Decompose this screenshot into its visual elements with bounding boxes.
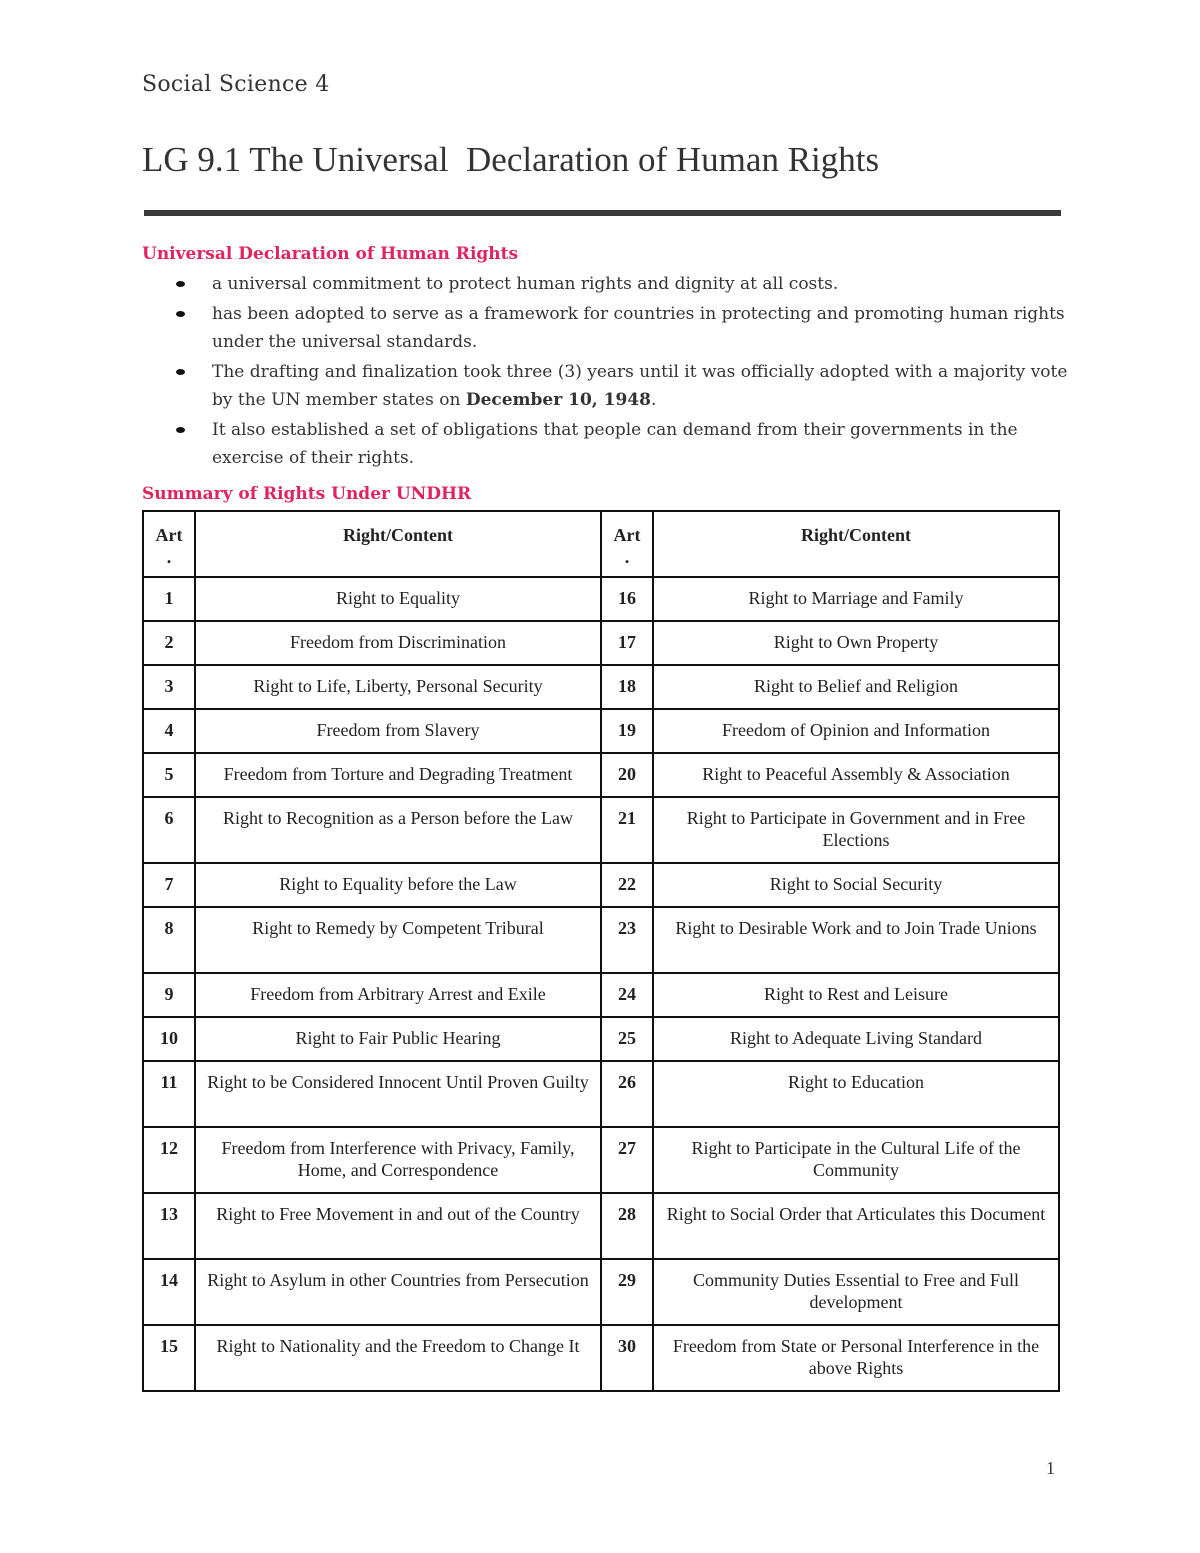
article-number: 26 bbox=[601, 1061, 653, 1127]
course-name: Social Science 4 bbox=[142, 72, 330, 97]
right-content: Right to Peaceful Assembly & Association bbox=[653, 753, 1059, 797]
article-number: 12 bbox=[143, 1127, 195, 1193]
right-content: Right to Education bbox=[653, 1061, 1059, 1127]
table-row bbox=[143, 577, 1059, 621]
bullet-text: has been adopted to serve as a framework for countries in protecting and promoting human rights under the universal standards. bbox=[212, 304, 1065, 352]
list-item bbox=[142, 358, 1072, 414]
article-number: 16 bbox=[601, 577, 653, 621]
right-content: Right to be Considered Innocent Until Proven Guilty bbox=[195, 1061, 601, 1127]
right-content: Right to Life, Liberty, Personal Security bbox=[195, 665, 601, 709]
article-number: 6 bbox=[143, 797, 195, 863]
list-item bbox=[142, 300, 1072, 356]
right-content: Right to Fair Public Hearing bbox=[195, 1017, 601, 1061]
right-content: Freedom from Arbitrary Arrest and Exile bbox=[195, 973, 601, 1017]
table-row bbox=[143, 1325, 1059, 1391]
page-number: 1 bbox=[1046, 1458, 1055, 1478]
article-number: 19 bbox=[601, 709, 653, 753]
article-number: 17 bbox=[601, 621, 653, 665]
header-art-right: Art . bbox=[601, 511, 653, 577]
right-content: Right to Free Movement in and out of the Country bbox=[195, 1193, 601, 1259]
right-content: Freedom from Slavery bbox=[195, 709, 601, 753]
right-content: Right to Recognition as a Person before the Law bbox=[195, 797, 601, 863]
section-heading-udhr: Universal Declaration of Human Rights bbox=[142, 244, 519, 264]
right-content: Right to Rest and Leisure bbox=[653, 973, 1059, 1017]
article-number: 10 bbox=[143, 1017, 195, 1061]
article-number: 4 bbox=[143, 709, 195, 753]
right-content: Right to Marriage and Family bbox=[653, 577, 1059, 621]
right-content: Right to Participate in the Cultural Life of the Community bbox=[653, 1127, 1059, 1193]
bullet-icon bbox=[176, 281, 185, 287]
header-content-right: Right/Content bbox=[653, 511, 1059, 577]
section-heading-summary: Summary of Rights Under UNDHR bbox=[142, 484, 472, 504]
bullet-icon bbox=[176, 427, 185, 433]
right-content: Right to Participate in Government and in Free Elections bbox=[653, 797, 1059, 863]
header-art-left: Art . bbox=[143, 511, 195, 577]
article-number: 15 bbox=[143, 1325, 195, 1391]
list-item bbox=[142, 416, 1072, 472]
table-row bbox=[143, 753, 1059, 797]
bullet-text-end: . bbox=[650, 390, 657, 410]
bullet-icon bbox=[176, 311, 185, 317]
rights-summary-table bbox=[142, 510, 1060, 1392]
right-content: Right to Own Property bbox=[653, 621, 1059, 665]
adoption-date: December 10, 1948 bbox=[465, 390, 651, 410]
right-content: Freedom from State or Personal Interference in the above Rights bbox=[653, 1325, 1059, 1391]
right-content: Right to Social Security bbox=[653, 863, 1059, 907]
title-divider bbox=[144, 210, 1061, 216]
right-content: Freedom from Discrimination bbox=[195, 621, 601, 665]
right-content: Freedom from Torture and Degrading Treatment bbox=[195, 753, 601, 797]
article-number: 30 bbox=[601, 1325, 653, 1391]
table-row bbox=[143, 1127, 1059, 1193]
table-row bbox=[143, 973, 1059, 1017]
right-content: Right to Adequate Living Standard bbox=[653, 1017, 1059, 1061]
table-row bbox=[143, 1017, 1059, 1061]
right-content: Right to Nationality and the Freedom to Change It bbox=[195, 1325, 601, 1391]
bullet-text: a universal commitment to protect human rights and dignity at all costs. bbox=[212, 274, 839, 294]
article-number: 23 bbox=[601, 907, 653, 973]
article-number: 11 bbox=[143, 1061, 195, 1127]
article-number: 1 bbox=[143, 577, 195, 621]
table-row bbox=[143, 1061, 1059, 1127]
article-number: 21 bbox=[601, 797, 653, 863]
article-number: 13 bbox=[143, 1193, 195, 1259]
bullet-text: It also established a set of obligations that people can demand from their governments in the exercise of their rights. bbox=[212, 420, 1018, 468]
article-number: 5 bbox=[143, 753, 195, 797]
article-number: 8 bbox=[143, 907, 195, 973]
bullet-text-start: The drafting and finalization took three (3) years until it was officially adopted with a majority vote by the UN member states on bbox=[212, 362, 1068, 410]
table-row bbox=[143, 1193, 1059, 1259]
article-number: 22 bbox=[601, 863, 653, 907]
header-content-left: Right/Content bbox=[195, 511, 601, 577]
right-content: Freedom of Opinion and Information bbox=[653, 709, 1059, 753]
right-content: Right to Social Order that Articulates this Document bbox=[653, 1193, 1059, 1259]
table-row bbox=[143, 863, 1059, 907]
table-row bbox=[143, 907, 1059, 973]
list-item bbox=[142, 270, 1072, 298]
right-content: Right to Equality bbox=[195, 577, 601, 621]
article-number: 9 bbox=[143, 973, 195, 1017]
article-number: 27 bbox=[601, 1127, 653, 1193]
udhr-bullet-list bbox=[142, 270, 1072, 474]
right-content: Right to Belief and Religion bbox=[653, 665, 1059, 709]
article-number: 14 bbox=[143, 1259, 195, 1325]
article-number: 24 bbox=[601, 973, 653, 1017]
table-row bbox=[143, 709, 1059, 753]
article-number: 3 bbox=[143, 665, 195, 709]
page-title: LG 9.1 The Universal Declaration of Human Rights bbox=[142, 140, 880, 179]
article-number: 25 bbox=[601, 1017, 653, 1061]
article-number: 18 bbox=[601, 665, 653, 709]
article-number: 28 bbox=[601, 1193, 653, 1259]
right-content: Right to Equality before the Law bbox=[195, 863, 601, 907]
right-content: Community Duties Essential to Free and Full development bbox=[653, 1259, 1059, 1325]
bullet-icon bbox=[176, 369, 185, 375]
article-number: 2 bbox=[143, 621, 195, 665]
table-header-row bbox=[143, 511, 1059, 577]
table-row bbox=[143, 665, 1059, 709]
article-number: 20 bbox=[601, 753, 653, 797]
right-content: Right to Desirable Work and to Join Trade Unions bbox=[653, 907, 1059, 973]
article-number: 29 bbox=[601, 1259, 653, 1325]
table-row bbox=[143, 1259, 1059, 1325]
right-content: Right to Asylum in other Countries from Persecution bbox=[195, 1259, 601, 1325]
right-content: Right to Remedy by Competent Tribural bbox=[195, 907, 601, 973]
right-content: Freedom from Interference with Privacy, Family, Home, and Correspondence bbox=[195, 1127, 601, 1193]
table-row bbox=[143, 621, 1059, 665]
table-row bbox=[143, 797, 1059, 863]
article-number: 7 bbox=[143, 863, 195, 907]
